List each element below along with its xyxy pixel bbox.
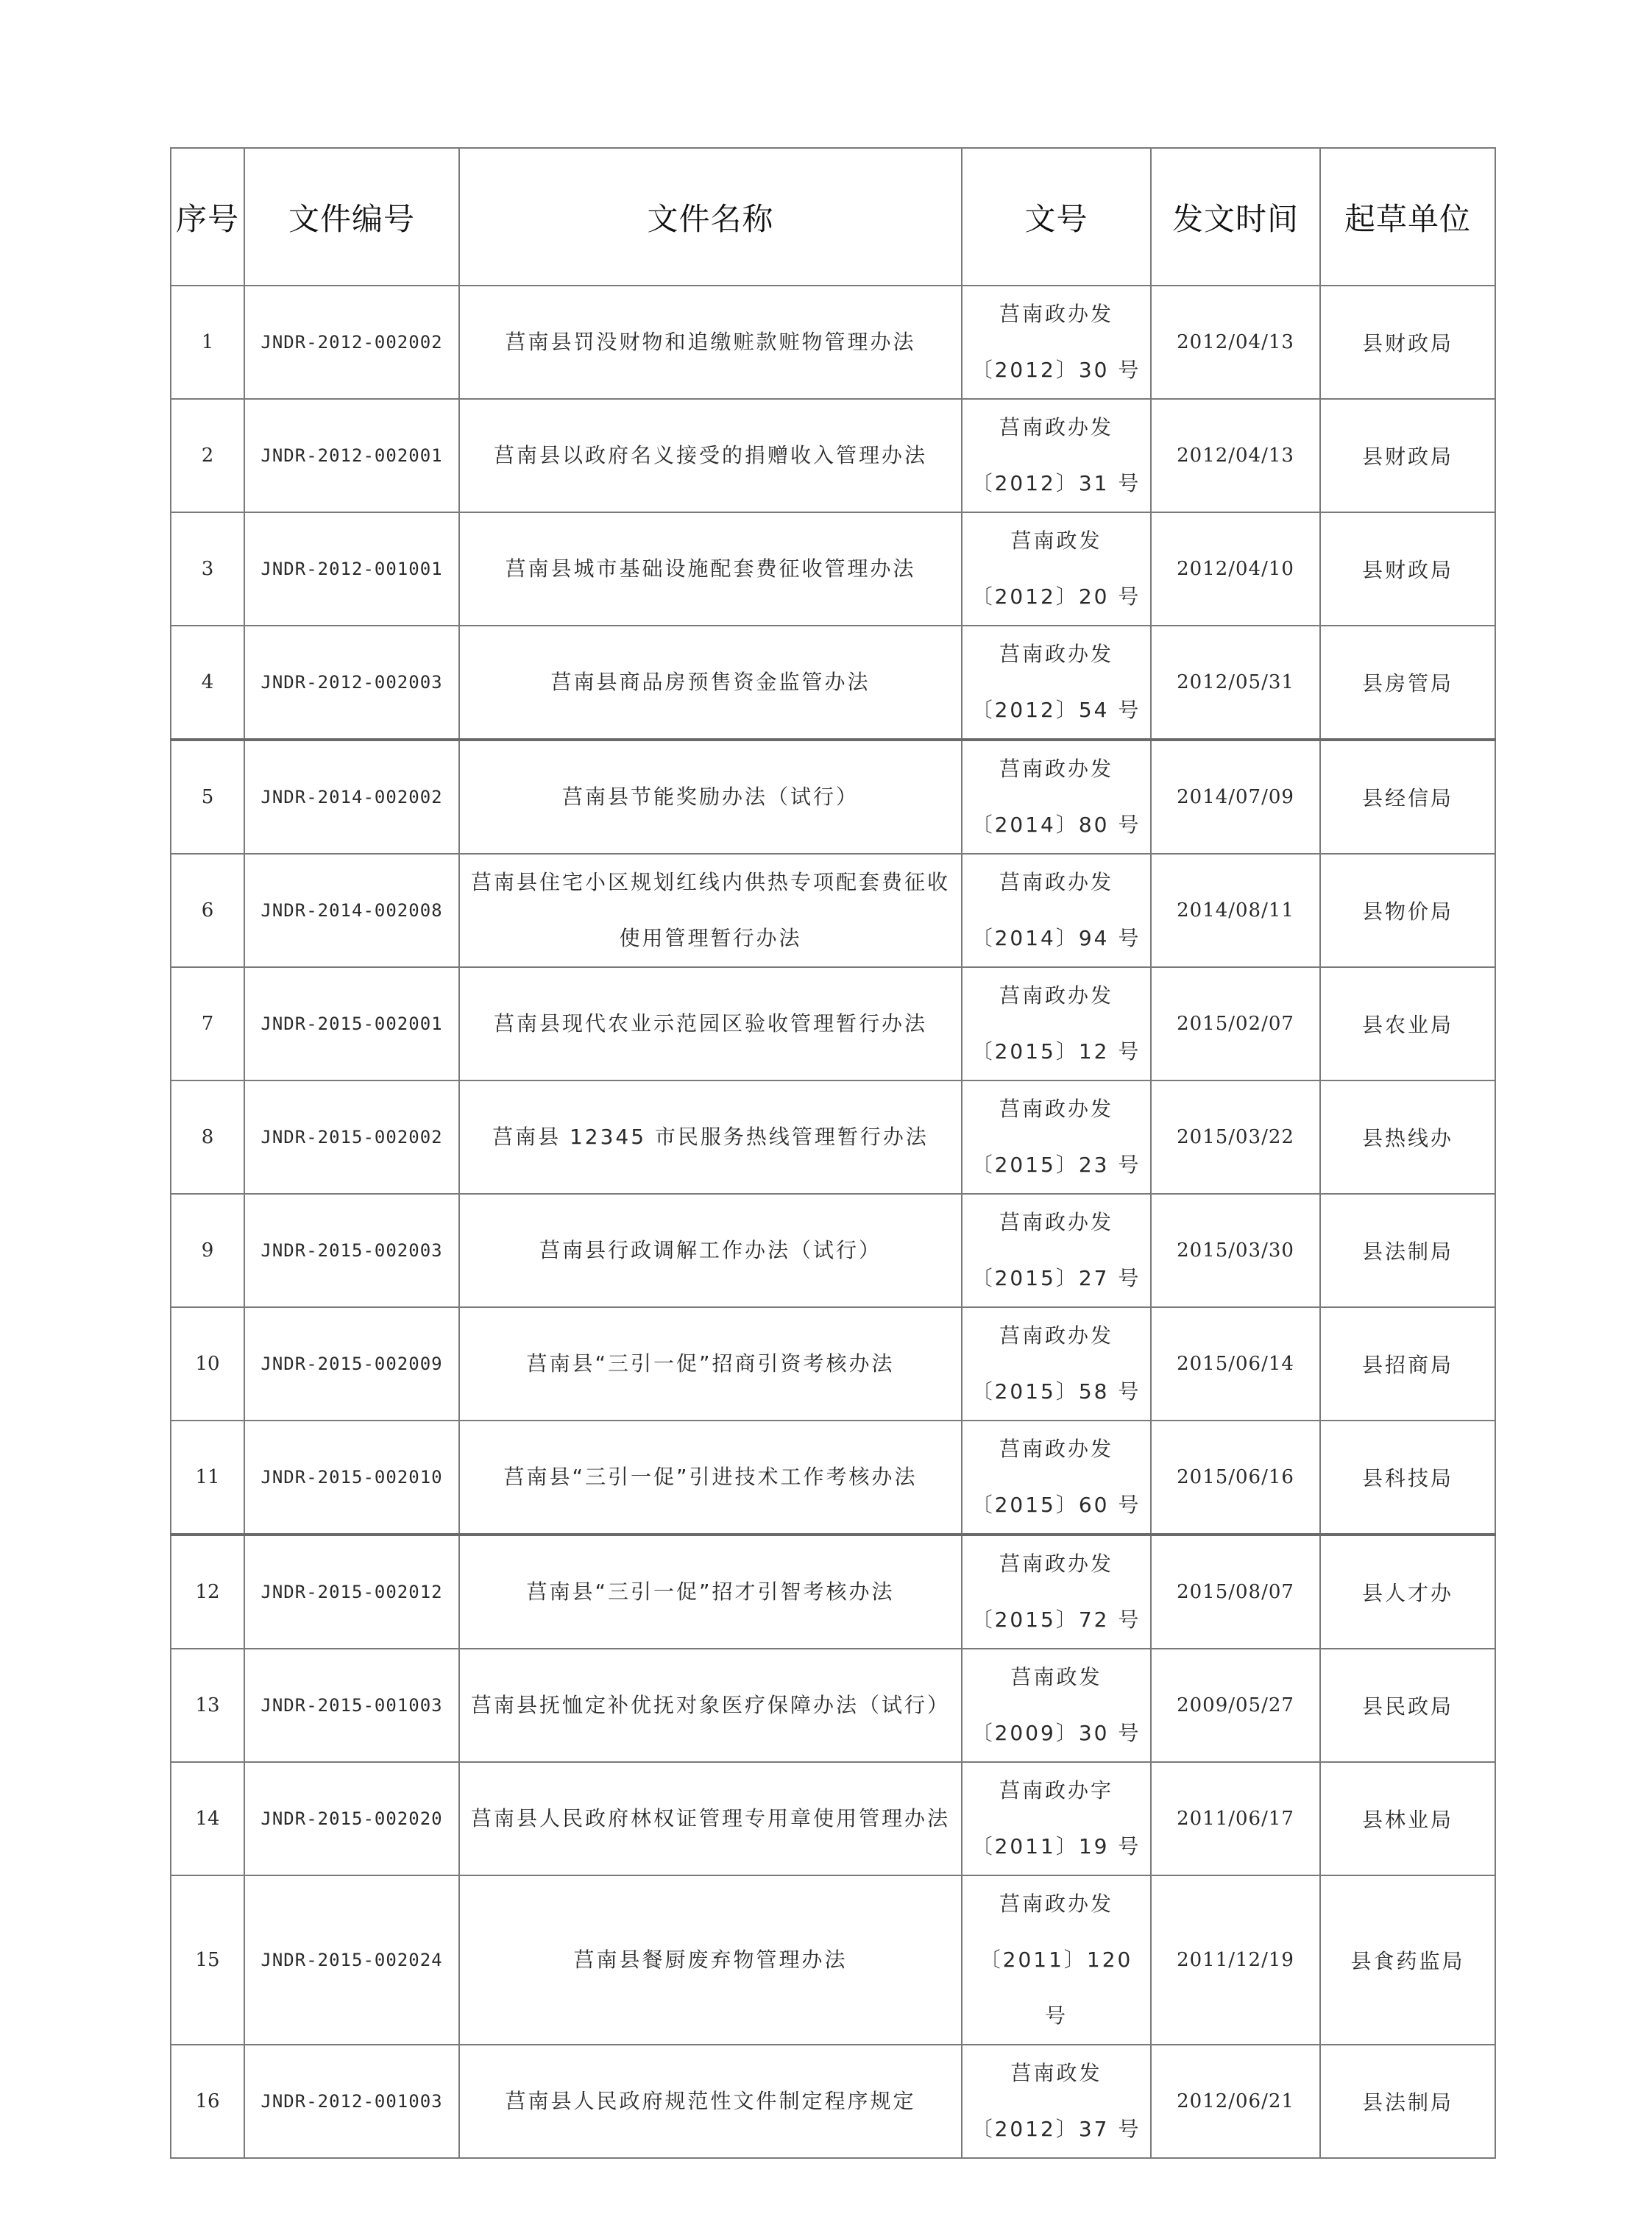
wenhao-line-1: 莒南政办发	[999, 983, 1113, 1008]
cell-unit: 县财政局	[1320, 286, 1495, 399]
cell-code: JNDR-2012-002003	[244, 626, 459, 740]
cell-date: 2014/08/11	[1151, 854, 1320, 967]
cell-unit: 县人才办	[1320, 1535, 1495, 1649]
table-row	[171, 1875, 1495, 2045]
header-wenhao: 文号	[962, 148, 1151, 286]
cell-unit: 县热线办	[1320, 1080, 1495, 1194]
cell-seq: 1	[171, 286, 244, 399]
wenhao-line-1: 莒南政办发	[999, 1323, 1113, 1348]
table-row	[171, 399, 1495, 512]
cell-date: 2015/08/07	[1151, 1535, 1320, 1649]
header-seq: 序号	[171, 148, 244, 286]
table-row	[171, 967, 1495, 1080]
wenhao-line-2: 〔2011〕120 号	[979, 1948, 1133, 2028]
cell-name: 莒南县抚恤定补优抚对象医疗保障办法（试行）	[459, 1649, 962, 1762]
cell-name: 莒南县现代农业示范园区验收管理暂行办法	[459, 967, 962, 1080]
wenhao-line-1: 莒南政办发	[999, 1437, 1113, 1461]
cell-unit: 县农业局	[1320, 967, 1495, 1080]
cell-seq: 8	[171, 1080, 244, 1194]
table-row	[171, 2045, 1495, 2158]
cell-wenhao	[962, 1535, 1151, 1649]
cell-wenhao	[962, 967, 1151, 1080]
cell-seq: 6	[171, 854, 244, 967]
cell-date: 2011/06/17	[1151, 1762, 1320, 1875]
cell-code: JNDR-2012-001003	[244, 2045, 459, 2158]
cell-seq: 3	[171, 512, 244, 626]
wenhao-line-2: 〔2012〕31 号	[971, 471, 1141, 495]
cell-wenhao	[962, 854, 1151, 967]
wenhao-line-1: 莒南政办发	[999, 302, 1113, 326]
cell-wenhao	[962, 1421, 1151, 1535]
wenhao-line-2: 〔2009〕30 号	[971, 1721, 1141, 1745]
wenhao-line-2: 〔2015〕60 号	[971, 1493, 1141, 1517]
cell-date: 2015/02/07	[1151, 967, 1320, 1080]
cell-code: JNDR-2015-002002	[244, 1080, 459, 1194]
wenhao-line-2: 〔2015〕72 号	[971, 1607, 1141, 1632]
cell-date: 2012/06/21	[1151, 2045, 1320, 2158]
cell-seq: 4	[171, 626, 244, 740]
cell-wenhao	[962, 512, 1151, 626]
table-row	[171, 1762, 1495, 1875]
cell-code: JNDR-2015-002001	[244, 967, 459, 1080]
header-unit: 起草单位	[1320, 148, 1495, 286]
cell-code: JNDR-2015-002009	[244, 1307, 459, 1421]
cell-unit: 县科技局	[1320, 1421, 1495, 1535]
wenhao-line-1: 莒南政办发	[999, 870, 1113, 894]
wenhao-line-2: 〔2015〕23 号	[971, 1153, 1141, 1177]
cell-unit: 县法制局	[1320, 2045, 1495, 2158]
cell-seq: 5	[171, 740, 244, 854]
table-row	[171, 854, 1495, 967]
table-row	[171, 286, 1495, 399]
wenhao-line-2: 〔2012〕20 号	[971, 584, 1141, 609]
wenhao-line-1: 莒南政发	[1010, 2061, 1102, 2085]
cell-unit: 县法制局	[1320, 1194, 1495, 1307]
cell-name: 莒南县以政府名义接受的捐赠收入管理办法	[459, 399, 962, 512]
wenhao-line-1: 莒南政办发	[999, 415, 1113, 439]
cell-code: JNDR-2014-002008	[244, 854, 459, 967]
cell-seq: 9	[171, 1194, 244, 1307]
cell-code: JNDR-2012-002001	[244, 399, 459, 512]
cell-seq: 15	[171, 1875, 244, 2045]
table-row	[171, 1421, 1495, 1535]
cell-date: 2012/04/13	[1151, 286, 1320, 399]
cell-code: JNDR-2015-001003	[244, 1649, 459, 1762]
cell-date: 2015/06/14	[1151, 1307, 1320, 1421]
cell-seq: 10	[171, 1307, 244, 1421]
table-row	[171, 512, 1495, 626]
cell-name: 莒南县住宅小区规划红线内供热专项配套费征收使用管理暂行办法	[459, 854, 962, 967]
cell-wenhao	[962, 740, 1151, 854]
cell-date: 2015/03/30	[1151, 1194, 1320, 1307]
cell-seq: 11	[171, 1421, 244, 1535]
wenhao-line-1: 莒南政办发	[999, 642, 1113, 666]
wenhao-line-1: 莒南政办字	[999, 1778, 1113, 1803]
wenhao-line-2: 〔2014〕80 号	[971, 813, 1141, 837]
cell-wenhao	[962, 1762, 1151, 1875]
header-code: 文件编号	[244, 148, 459, 286]
wenhao-line-1: 莒南政办发	[999, 1552, 1113, 1576]
header-name: 文件名称	[459, 148, 962, 286]
table-row	[171, 1080, 1495, 1194]
cell-code: JNDR-2012-001001	[244, 512, 459, 626]
cell-unit: 县财政局	[1320, 512, 1495, 626]
cell-name: 莒南县城市基础设施配套费征收管理办法	[459, 512, 962, 626]
cell-unit: 县物价局	[1320, 854, 1495, 967]
cell-wenhao	[962, 399, 1151, 512]
cell-name: 莒南县“三引一促”引进技术工作考核办法	[459, 1421, 962, 1535]
wenhao-line-2: 〔2012〕54 号	[971, 698, 1141, 722]
table-row	[171, 1307, 1495, 1421]
header-date: 发文时间	[1151, 148, 1320, 286]
cell-code: JNDR-2014-002002	[244, 740, 459, 854]
cell-wenhao	[962, 286, 1151, 399]
wenhao-line-1: 莒南政发	[1010, 1665, 1102, 1689]
cell-name: 莒南县“三引一促”招才引智考核办法	[459, 1535, 962, 1649]
table-row	[171, 626, 1495, 740]
cell-date: 2015/06/16	[1151, 1421, 1320, 1535]
cell-code: JNDR-2015-002024	[244, 1875, 459, 2045]
wenhao-line-2: 〔2015〕12 号	[971, 1039, 1141, 1064]
cell-unit: 县经信局	[1320, 740, 1495, 854]
cell-seq: 2	[171, 399, 244, 512]
table-row	[171, 1649, 1495, 1762]
cell-name: 莒南县“三引一促”招商引资考核办法	[459, 1307, 962, 1421]
cell-date: 2012/05/31	[1151, 626, 1320, 740]
header-row	[171, 148, 1495, 286]
cell-wenhao	[962, 1080, 1151, 1194]
wenhao-line-1: 莒南政办发	[999, 1097, 1113, 1121]
cell-name: 莒南县人民政府规范性文件制定程序规定	[459, 2045, 962, 2158]
cell-unit: 县民政局	[1320, 1649, 1495, 1762]
cell-date: 2015/03/22	[1151, 1080, 1320, 1194]
cell-date: 2014/07/09	[1151, 740, 1320, 854]
cell-unit: 县招商局	[1320, 1307, 1495, 1421]
cell-seq: 7	[171, 967, 244, 1080]
wenhao-line-1: 莒南政办发	[999, 1892, 1113, 1916]
cell-wenhao	[962, 1649, 1151, 1762]
wenhao-line-2: 〔2015〕58 号	[971, 1379, 1141, 1404]
cell-name: 莒南县 12345 市民服务热线管理暂行办法	[459, 1080, 962, 1194]
cell-unit: 县房管局	[1320, 626, 1495, 740]
cell-name: 莒南县节能奖励办法（试行）	[459, 740, 962, 854]
table-row	[171, 1535, 1495, 1649]
cell-name: 莒南县罚没财物和追缴赃款赃物管理办法	[459, 286, 962, 399]
wenhao-line-2: 〔2014〕94 号	[971, 926, 1141, 950]
cell-name: 莒南县餐厨废弃物管理办法	[459, 1875, 962, 2045]
cell-name: 莒南县商品房预售资金监管办法	[459, 626, 962, 740]
wenhao-line-2: 〔2015〕27 号	[971, 1266, 1141, 1290]
cell-date: 2011/12/19	[1151, 1875, 1320, 2045]
cell-unit: 县食药监局	[1320, 1875, 1495, 2045]
wenhao-line-2: 〔2011〕19 号	[971, 1834, 1141, 1858]
cell-date: 2012/04/10	[1151, 512, 1320, 626]
cell-date: 2009/05/27	[1151, 1649, 1320, 1762]
cell-wenhao	[962, 1875, 1151, 2045]
table-row	[171, 1194, 1495, 1307]
cell-name: 莒南县行政调解工作办法（试行）	[459, 1194, 962, 1307]
cell-date: 2012/04/13	[1151, 399, 1320, 512]
cell-wenhao	[962, 2045, 1151, 2158]
cell-wenhao	[962, 1307, 1151, 1421]
cell-wenhao	[962, 626, 1151, 740]
wenhao-line-1: 莒南政办发	[999, 757, 1113, 781]
wenhao-line-1: 莒南政办发	[999, 1210, 1113, 1234]
table-row	[171, 740, 1495, 854]
wenhao-line-2: 〔2012〕30 号	[971, 358, 1141, 382]
cell-code: JNDR-2015-002012	[244, 1535, 459, 1649]
cell-seq: 16	[171, 2045, 244, 2158]
cell-code: JNDR-2015-002020	[244, 1762, 459, 1875]
cell-code: JNDR-2015-002010	[244, 1421, 459, 1535]
cell-seq: 14	[171, 1762, 244, 1875]
cell-wenhao	[962, 1194, 1151, 1307]
cell-seq: 12	[171, 1535, 244, 1649]
wenhao-line-2: 〔2012〕37 号	[971, 2117, 1141, 2141]
cell-name: 莒南县人民政府林权证管理专用章使用管理办法	[459, 1762, 962, 1875]
cell-seq: 13	[171, 1649, 244, 1762]
cell-unit: 县财政局	[1320, 399, 1495, 512]
cell-unit: 县林业局	[1320, 1762, 1495, 1875]
cell-code: JNDR-2015-002003	[244, 1194, 459, 1307]
cell-code: JNDR-2012-002002	[244, 286, 459, 399]
document-table	[170, 147, 1496, 2159]
wenhao-line-1: 莒南政发	[1010, 528, 1102, 553]
